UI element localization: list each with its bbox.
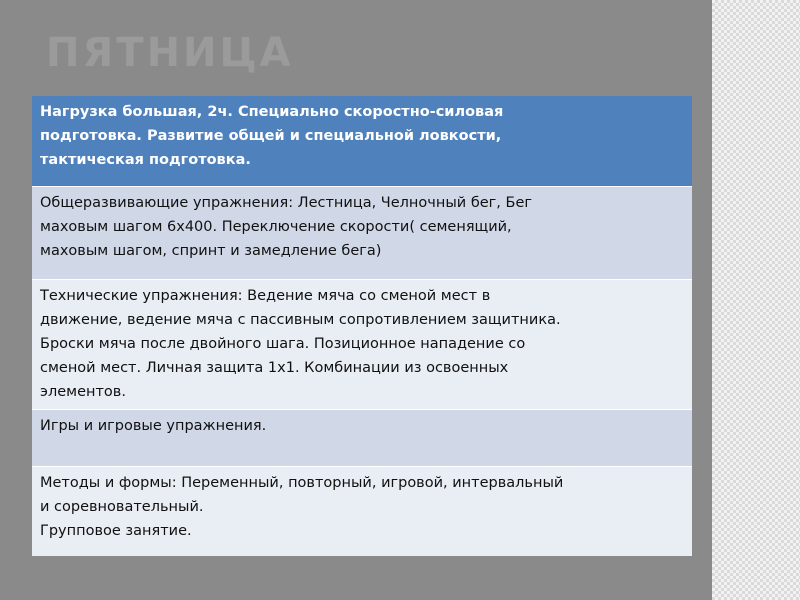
table-row: Игры и игровые упражнения. — [32, 409, 692, 466]
table-header-row: Нагрузка большая, 2ч. Специально скоростно-силовая подготовка. Развитие общей и специальной ловкости, тактическая подготовка. — [32, 96, 692, 186]
table-row: Методы и формы: Переменный, повторный, игровой, интервальный и соревновательный. Групповое занятие. — [32, 466, 692, 556]
table-row: Технические упражнения: Ведение мяча со сменой мест в движение, ведение мяча с пассивным сопротивлением защитника. Броски мяча после двойного шага. Позиционное нападение со сменой мест. Личная защита 1х1. Комбинации из освоенных элементов. — [32, 279, 692, 409]
content-table — [32, 96, 692, 556]
slide-title: ПЯТНИЦА — [46, 30, 294, 76]
table-row: Общеразвивающие упражнения: Лестница, Челночный бег, Бег маховым шагом 6х400. Переключение скорости( семенящий, маховым шагом, спринт и замедление бега) — [32, 186, 692, 279]
decorative-side-stripe — [712, 0, 800, 600]
